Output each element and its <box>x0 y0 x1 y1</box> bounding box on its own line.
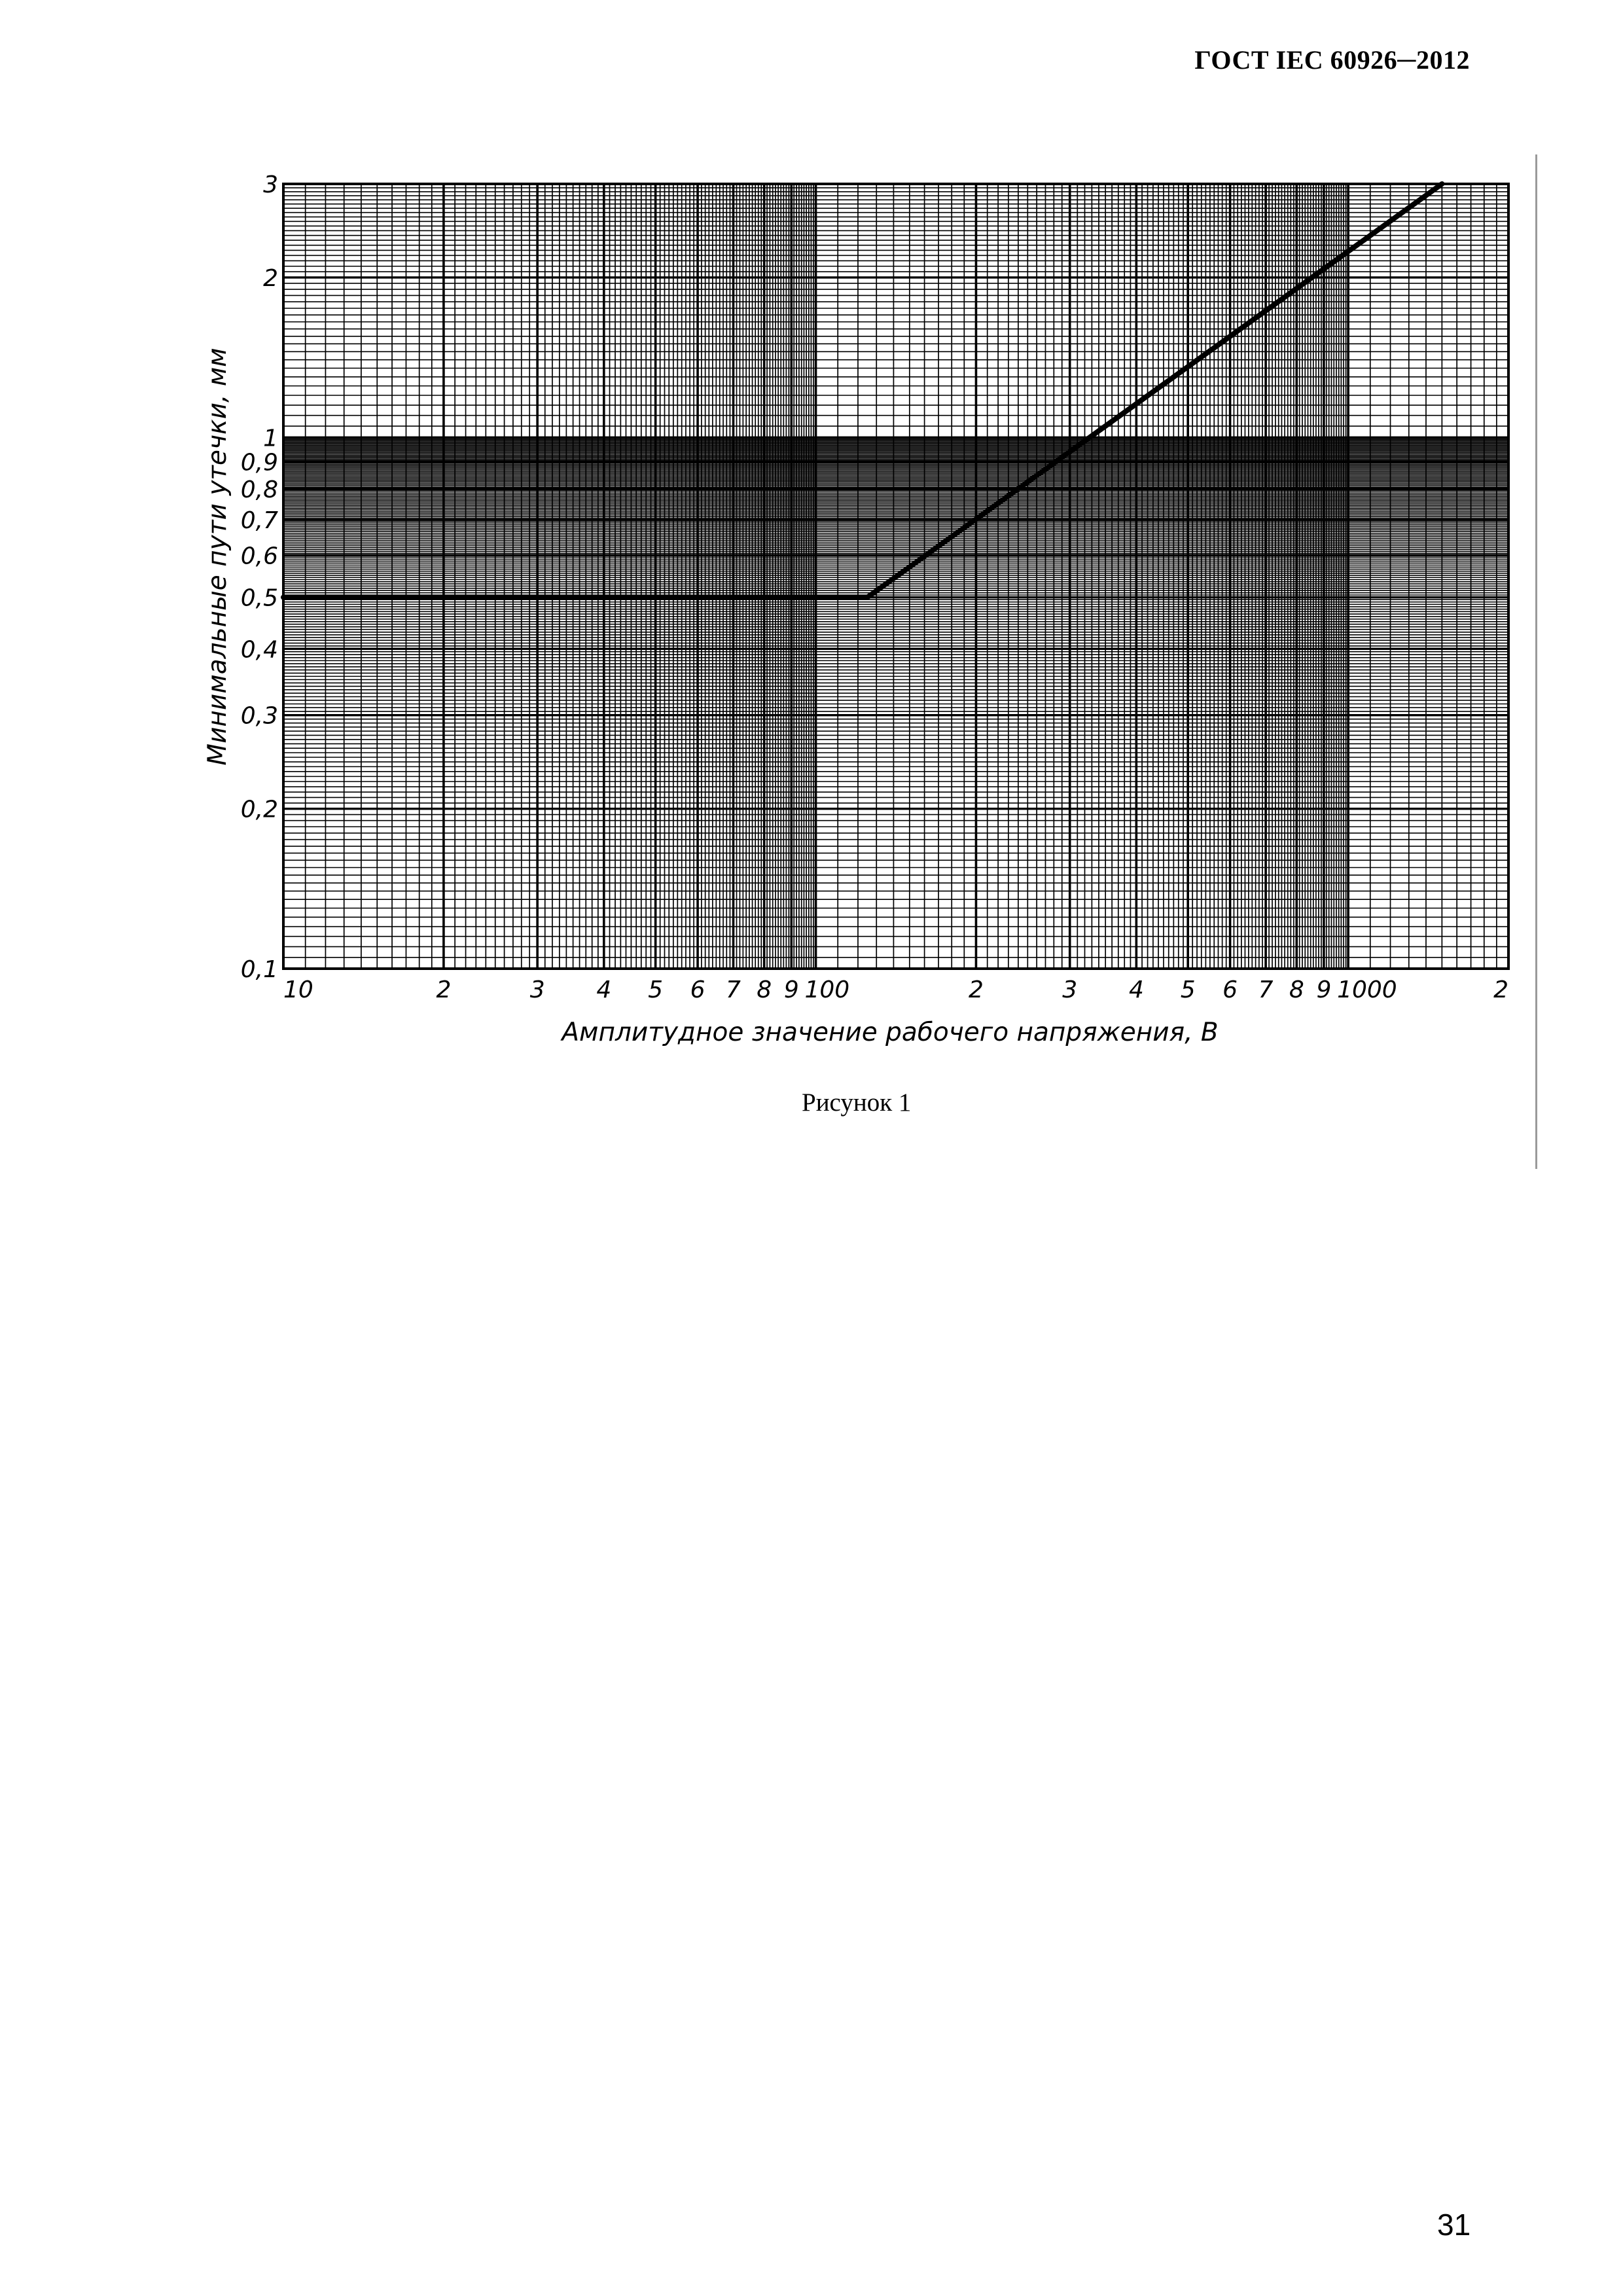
y-tick-label: 3 <box>263 171 278 198</box>
document-header: ГОСТ IEC 60926─2012 <box>1194 45 1470 75</box>
x-tick-label: 4 <box>1128 977 1144 1003</box>
x-tick-label: 8 <box>757 977 772 1003</box>
x-tick-label: 3 <box>529 977 545 1003</box>
y-tick-label: 0,6 <box>240 543 278 570</box>
y-tick-label: 2 <box>263 264 278 292</box>
x-tick-label: 7 <box>726 977 741 1003</box>
x-tick-label: 5 <box>1180 977 1196 1003</box>
y-tick-label: 0,1 <box>240 956 278 983</box>
x-tick-label: 7 <box>1258 977 1274 1003</box>
y-tick-label: 0,7 <box>240 507 278 534</box>
y-tick-label: 0,3 <box>240 702 278 730</box>
x-tick-label: 6 <box>690 977 705 1003</box>
x-tick-label: 2 <box>969 977 984 1003</box>
creepage-distance-chart <box>0 0 1623 1080</box>
x-tick-label: 5 <box>648 977 664 1003</box>
x-tick-label: 1000 <box>1337 977 1397 1003</box>
y-axis-label: Минимальные пути утечки, мм <box>203 348 232 766</box>
x-tick-label: 10 <box>283 977 313 1003</box>
x-tick-label: 6 <box>1222 977 1238 1003</box>
x-tick-label: 9 <box>1316 977 1332 1003</box>
x-tick-label: 8 <box>1289 977 1304 1003</box>
y-tick-label: 0,2 <box>240 796 278 823</box>
x-tick-label: 9 <box>783 977 799 1003</box>
x-tick-label: 2 <box>436 977 452 1003</box>
figure-caption: Рисунок 1 <box>802 1088 912 1117</box>
y-tick-label: 0,4 <box>240 636 278 664</box>
x-tick-label: 2 <box>1493 977 1508 1003</box>
y-tick-label: 0,5 <box>240 584 278 612</box>
x-tick-label: 4 <box>596 977 612 1003</box>
page-number: 31 <box>1437 2208 1471 2242</box>
y-tick-label: 1 <box>263 425 278 452</box>
x-axis-label: Амплитудное значение рабочего напряжения, В <box>562 1018 1219 1047</box>
y-tick-label: 0,8 <box>240 476 278 503</box>
x-tick-label: 100 <box>804 977 850 1003</box>
y-tick-label: 0,9 <box>240 449 278 476</box>
x-tick-label: 3 <box>1062 977 1078 1003</box>
